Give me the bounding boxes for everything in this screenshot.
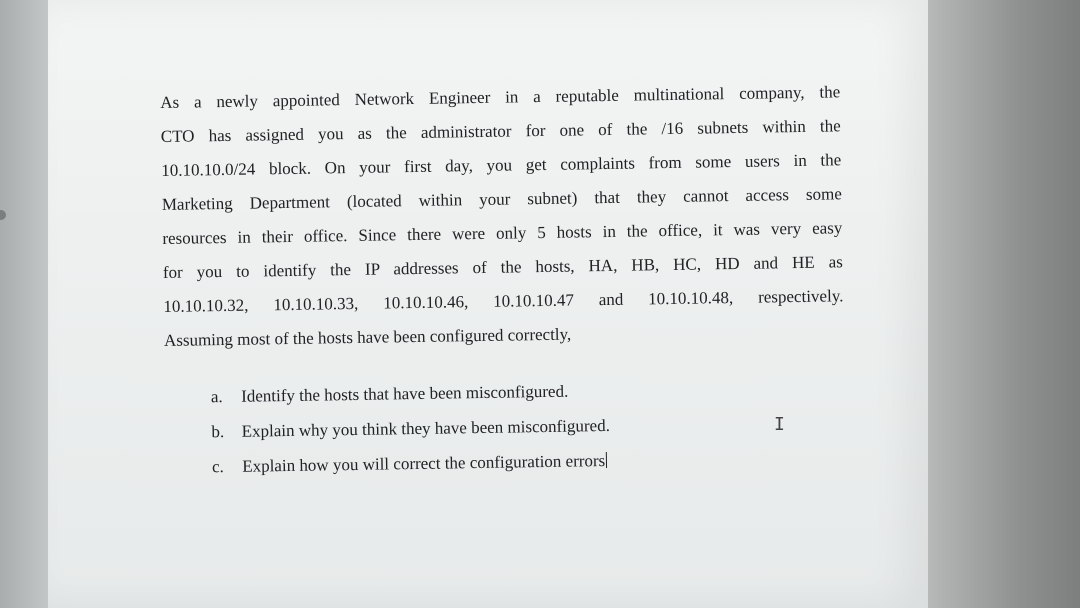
text-caret [606,452,607,468]
question-text: Explain why you think they have been misconfigured. [241,415,611,441]
list-marker: c. [211,457,224,477]
paragraph-line: resources in their office. Since there were only 5 hosts in the office, it was very easy [162,218,843,248]
question-text: Explain how you will correct the configuration errors [242,451,606,476]
paragraph-line: Assuming most of the hosts have been configured correctly, [163,324,572,350]
paragraph-line: As a newly appointed Network Engineer in a reputable multinational company, the [160,82,841,112]
left-background [0,0,48,608]
document-body[interactable] [160,75,846,485]
list-marker: b. [211,422,225,442]
problem-paragraph [160,75,844,358]
paragraph-line: CTO has assigned you as the administrator for one of the /16 subnets within the [160,116,841,146]
text-cursor-icon: I [774,414,785,435]
paragraph-line: Marketing Department (located within your subnet) that they cannot access some [161,184,842,214]
question-list [211,369,847,484]
paragraph-line: for you to identify the IP addresses of the hosts, HA, HB, HC, HD and HE as [162,252,843,282]
paragraph-line: 10.10.10.0/24 block. On your first day, you get complaints from some users in the [161,150,842,180]
list-marker: a. [210,387,223,407]
paragraph-line: 10.10.10.32, 10.10.10.33, 10.10.10.46, 10.10.10.47 and 10.10.10.48, respectively. [163,286,844,316]
question-text: Identify the hosts that have been misconfigured. [240,381,569,406]
monitor-bezel [928,0,1080,608]
